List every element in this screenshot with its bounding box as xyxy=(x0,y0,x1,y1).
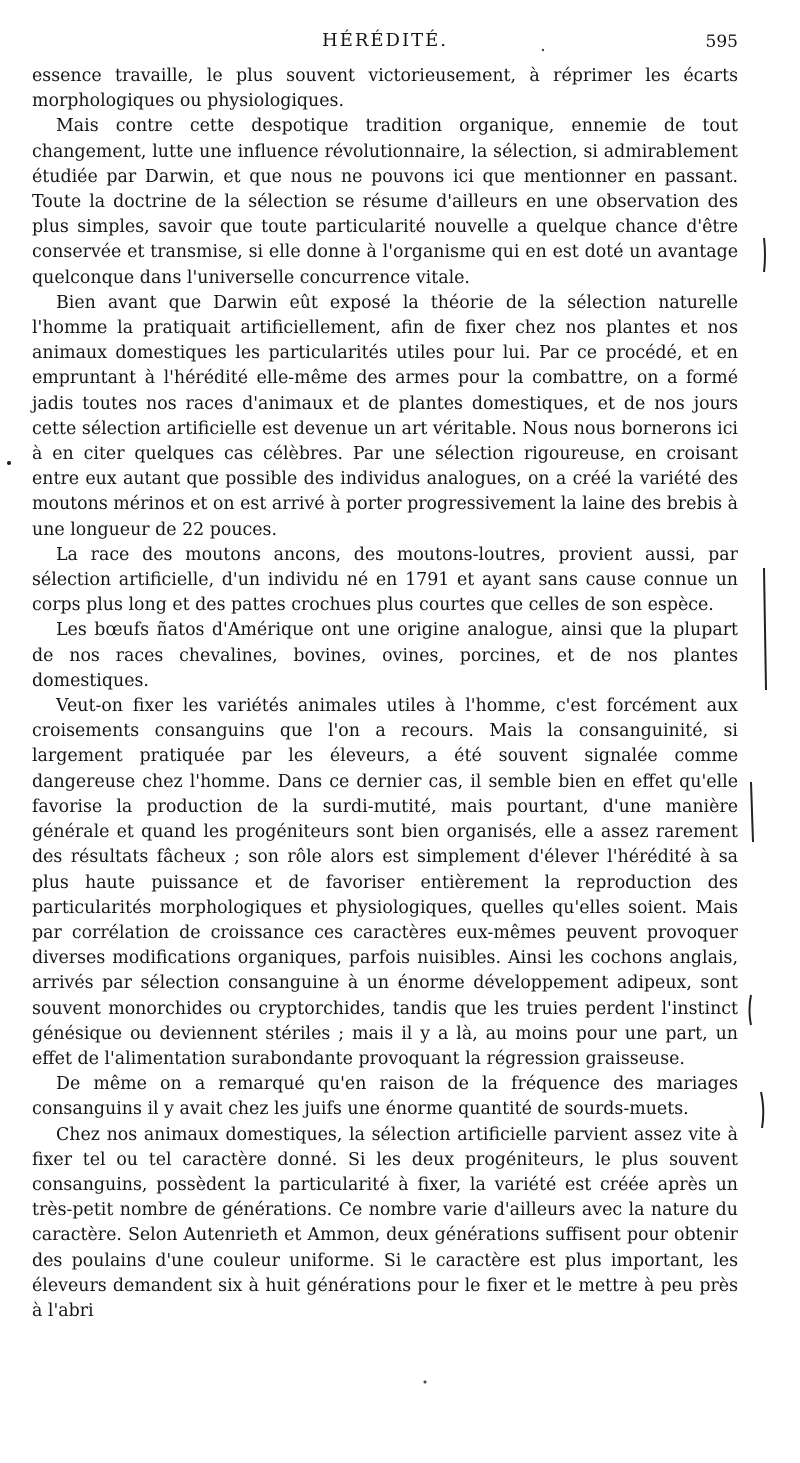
paragraph-niata-cattle: Les bœufs ñatos d'Amérique ont une origine analogue, ainsi que la plupart de nos races chevalines, bovines, ovines, porcines, et de nos plantes domestiques. xyxy=(32,620,738,691)
paragraph-continuation: essence travaille, le plus souvent victorieusement, à réprimer les écarts morphologiques ou physiologiques. xyxy=(32,66,738,112)
margin-bar-5 xyxy=(761,1092,763,1128)
page-number: 595 xyxy=(705,32,738,52)
margin-bar-1 xyxy=(764,238,765,272)
margin-bar-4 xyxy=(750,995,752,1025)
paragraph-deaf-mutes: De même on a remarqué qu'en raison de la fréquence des mariages consanguins il y avait chez les juifs une énorme quantité de sourds-muets. xyxy=(32,1074,738,1120)
margin-bar-2 xyxy=(764,568,766,690)
margin-dot xyxy=(7,461,11,465)
margin-bar-3 xyxy=(751,782,753,842)
paragraph-ancon-sheep: La race des moutons ancons, des moutons-loutres, provient aussi, par sélection artificielle, d'un individu né en 1791 et ayant sans cause connue un corps plus long et des pattes crochues plus courtes que celles de son espèce. xyxy=(32,544,738,616)
paragraph-fixing-traits: Chez nos animaux domestiques, la sélection artificielle parvient assez vite à fixer tel ou tel caractère donné. Si les deux progéniteurs, le plus souvent consanguins, possèdent la particularité à fixer, la variété est créée après un très-petit nombre de générations. Ce nombre varie d'ailleurs avec la nature du caractère. Selon Autenrieth et Ammon, deux générations suffisent pour obtenir des poulains d'une couleur uniforme. Si le caractère est plus important, les éleveurs demandent six à huit générations pour le fixer et le mettre à peu près à l'abri xyxy=(32,1124,738,1321)
running-title: HÉRÉDITÉ. xyxy=(322,30,448,51)
paragraph-artificial-selection: Bien avant que Darwin eût exposé la théorie de la sélection naturelle l'homme la pratiquait artificiellement, afin de fixer chez nos plantes et nos animaux domestiques les particularités utiles pour lui. Par ce procédé, et en empruntant à l'hérédité elle-même des armes pour la combattre, on a formé jadis toutes nos races d'animaux et de plantes domestiques, et de nos jours cette sélection artificielle est devenue un art véritable. Nous nous bornerons ici à en citer quelques cas célèbres. Par une sélection rigoureuse, en croisant entre eux autant que possible des individus analogues, on a créé la variété des moutons mérinos et on est arrivé à porter progressivement la laine des brebis à une longueur de 22 pouces. xyxy=(32,292,738,540)
running-head xyxy=(32,30,738,58)
paragraph-consanguinity: Veut-on fixer les variétés animales utiles à l'homme, c'est forcément aux croisements consanguins que l'on a recours. Mais la consanguinité, si largement pratiquée par les éleveurs, a été souvent signalée comme dangereuse chez l'homme. Dans ce dernier cas, il semble bien en effet qu'elle favorise la production de la surdi-mutité, mais pourtant, d'une manière générale et quand les progéniteurs sont bien organisés, elle a assez rarement des résultats fâcheux ; son rôle alors est simplement d'élever l'hérédité à sa plus haute puissance et de favoriser entièrement la reproduction des particularités morphologiques et physiologiques, quelles qu'elles soient. Mais par corrélation de croissance ces caractères eux-mêmes peuvent provoquer diverses modifications organiques, parfois nuisibles. Ainsi les cochons anglais, arrivés par sélection consanguine à un énorme développement adipeux, sont souvent monorchides ou cryptorchides, tandis que les truies perdent l'instinct génésique ou deviennent stériles ; mais il y a là, au moins pour une part, un effet de l'alimentation surabondante provoquant la régression graisseuse. xyxy=(32,696,738,1069)
paragraph-selection-darwin: Mais contre cette despotique tradition organique, ennemie de tout changement, lutte une influence révolutionnaire, la sélection, si admirablement étudiée par Darwin, et que nous ne pouvons ici que mentionner en passant. Toute la doctrine de la sélection se résume d'ailleurs en une observation des plus simples, savoir que toute particularité nouvelle a quelque chance d'être conservée et transmise, si elle donne à l'organisme qui en est doté un avantage quelconque dans l'universelle concurrence vitale. xyxy=(32,116,738,288)
body-text xyxy=(32,64,738,1324)
stray-dot-bottom xyxy=(424,1381,427,1384)
